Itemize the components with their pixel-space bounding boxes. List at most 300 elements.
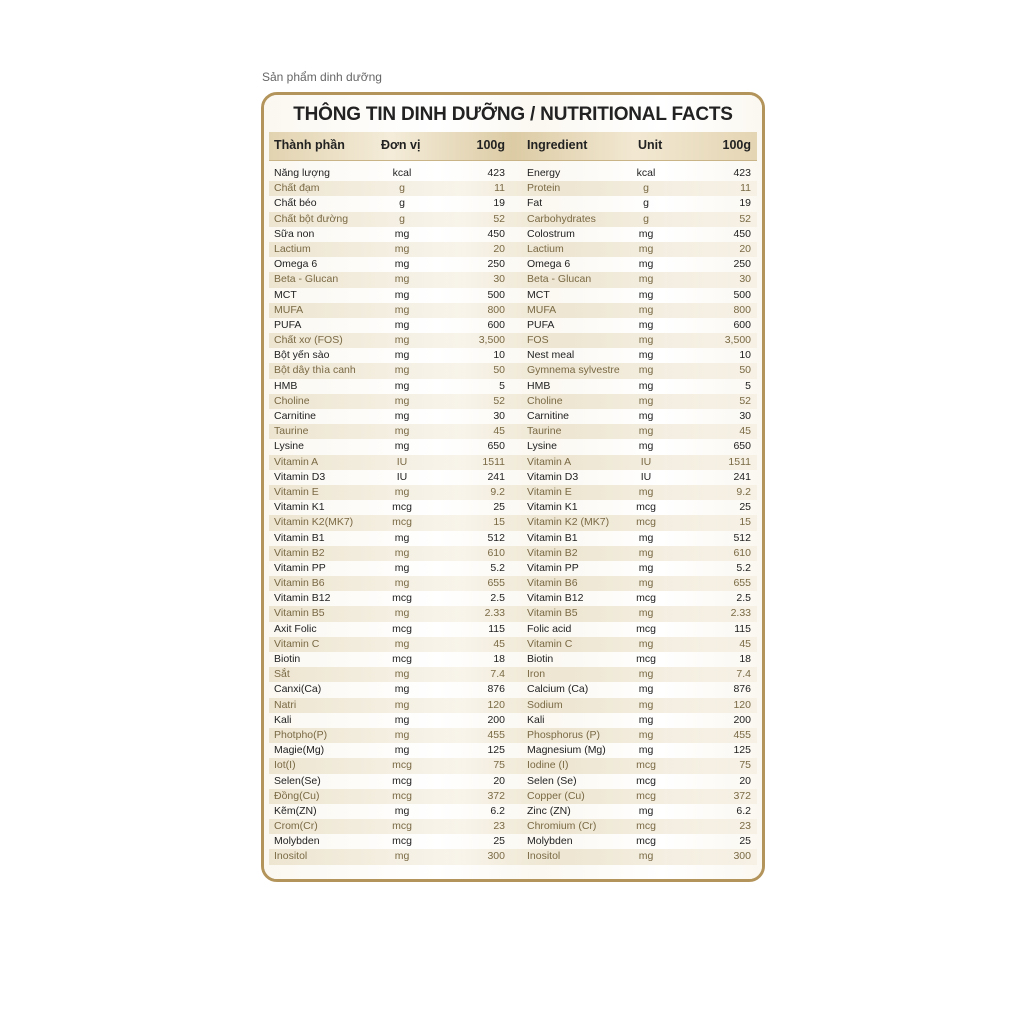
row-vn-ingredient: Chất béo — [274, 197, 317, 210]
table-row — [269, 849, 757, 864]
row-en-ingredient: Vitamin B12 — [527, 592, 584, 605]
row-en-unit: g — [643, 182, 649, 195]
row-en-ingredient: HMB — [527, 379, 551, 392]
row-en-ingredient: Vitamin A — [527, 455, 572, 468]
row-en-unit: mg — [638, 607, 654, 620]
row-en-unit: mg — [638, 698, 654, 711]
nutrition-table-body — [269, 166, 757, 865]
table-row — [269, 379, 757, 394]
row-vn-amount: 120 — [487, 698, 505, 711]
row-en-amount: 512 — [733, 531, 751, 544]
row-vn-ingredient: Inositol — [274, 850, 308, 863]
table-row — [269, 288, 757, 303]
row-en-ingredient: Energy — [527, 167, 561, 179]
table-row — [269, 667, 757, 682]
row-vn-amount: 600 — [487, 318, 505, 331]
row-vn-amount: 7.4 — [490, 668, 505, 681]
table-row — [269, 333, 757, 348]
header-en-ingredient: Ingredient — [527, 138, 588, 152]
header-vn-amount: 100g — [476, 138, 505, 152]
row-vn-amount: 372 — [487, 789, 505, 802]
table-row — [269, 303, 757, 318]
row-en-unit: mg — [638, 364, 654, 377]
table-row — [269, 804, 757, 819]
row-en-ingredient: Chromium (Cr) — [527, 820, 597, 833]
row-vn-unit: IU — [396, 470, 408, 483]
row-vn-ingredient: Chất bột đường — [274, 212, 349, 225]
row-vn-amount: 1511 — [482, 455, 505, 468]
table-row — [269, 531, 757, 546]
row-en-amount: 52 — [739, 394, 751, 407]
row-en-unit: mg — [638, 485, 654, 498]
row-vn-unit: mcg — [392, 774, 412, 787]
row-vn-amount: 125 — [487, 744, 505, 757]
table-row — [269, 470, 757, 485]
row-en-ingredient: FOS — [527, 334, 549, 347]
row-en-ingredient: Folic acid — [527, 622, 572, 635]
row-vn-unit: mg — [394, 242, 410, 255]
row-en-amount: 250 — [733, 258, 751, 271]
row-en-unit: IU — [640, 455, 652, 468]
row-en-unit: mcg — [636, 789, 656, 802]
row-vn-unit: mg — [394, 728, 410, 741]
table-row — [269, 318, 757, 333]
row-en-unit: mg — [638, 273, 654, 286]
row-en-ingredient: Lactium — [527, 242, 564, 255]
table-row — [269, 698, 757, 713]
row-vn-ingredient: Vitamin K1 — [274, 501, 325, 514]
row-vn-unit: mg — [394, 668, 410, 681]
row-vn-unit: mcg — [392, 516, 412, 529]
row-en-unit: mg — [638, 561, 654, 574]
row-vn-ingredient: Vitamin E — [274, 485, 319, 498]
row-en-unit: mg — [638, 303, 654, 316]
row-en-unit: mcg — [636, 622, 656, 635]
row-en-amount: 15 — [739, 516, 751, 529]
product-caption: Sản phẩm dinh dưỡng — [262, 70, 382, 84]
row-vn-unit: g — [399, 197, 405, 210]
row-vn-amount: 52 — [493, 394, 505, 407]
row-en-amount: 9.2 — [736, 485, 751, 498]
row-en-amount: 5.2 — [736, 561, 751, 574]
row-vn-amount: 3,500 — [478, 334, 505, 347]
row-en-unit: mcg — [636, 516, 656, 529]
nutrition-facts-panel — [261, 92, 765, 882]
row-en-ingredient: MCT — [527, 288, 550, 301]
row-en-unit: mcg — [636, 774, 656, 787]
table-row — [269, 774, 757, 789]
row-vn-unit: kcal — [392, 167, 412, 179]
row-vn-amount: 30 — [493, 273, 505, 286]
row-en-ingredient: Vitamin E — [527, 485, 572, 498]
row-vn-ingredient: Kẽm(ZN) — [274, 804, 317, 817]
panel-title: THÔNG TIN DINH DƯỠNG / NUTRITIONAL FACTS — [293, 104, 733, 125]
row-vn-unit: mg — [394, 273, 410, 286]
row-vn-unit: mcg — [392, 501, 412, 514]
row-en-amount: 600 — [733, 318, 751, 331]
row-vn-ingredient: Lactium — [274, 242, 311, 255]
row-en-unit: g — [643, 212, 649, 225]
row-vn-amount: 30 — [493, 410, 505, 422]
row-vn-amount: 45 — [493, 637, 505, 650]
row-vn-ingredient: Crom(Cr) — [274, 820, 318, 833]
row-en-unit: mg — [638, 425, 654, 438]
table-row — [269, 713, 757, 728]
row-vn-amount: 250 — [487, 258, 505, 271]
row-vn-ingredient: Photpho(P) — [274, 728, 328, 741]
row-vn-ingredient: Bột yến sào — [274, 349, 330, 362]
row-vn-ingredient: Axit Folic — [274, 622, 317, 635]
row-en-ingredient: Omega 6 — [527, 258, 571, 271]
table-row — [269, 212, 757, 227]
table-row — [269, 196, 757, 211]
table-row — [269, 561, 757, 576]
row-en-ingredient: Inositol — [527, 850, 561, 863]
table-row — [269, 682, 757, 697]
row-vn-unit: g — [399, 182, 405, 195]
row-en-amount: 372 — [733, 789, 751, 802]
row-vn-ingredient: Đồng(Cu) — [274, 789, 320, 802]
table-row — [269, 728, 757, 743]
row-en-amount: 19 — [739, 197, 751, 210]
row-en-unit: g — [643, 197, 649, 210]
table-row — [269, 348, 757, 363]
row-vn-ingredient: Vitamin B12 — [274, 592, 331, 605]
table-row — [269, 485, 757, 500]
table-row — [269, 622, 757, 637]
table-row — [269, 439, 757, 454]
table-row — [269, 257, 757, 272]
row-en-ingredient: Carbohydrates — [527, 212, 596, 225]
row-en-unit: mg — [638, 668, 654, 681]
row-en-amount: 30 — [739, 273, 751, 286]
row-vn-unit: mcg — [392, 835, 412, 848]
row-vn-amount: 500 — [487, 288, 505, 301]
row-vn-unit: mg — [394, 850, 410, 863]
row-en-amount: 120 — [733, 698, 751, 711]
row-vn-unit: mg — [394, 334, 410, 347]
row-en-ingredient: Vitamin K2 (MK7) — [527, 516, 610, 529]
header-en-unit: Unit — [638, 138, 663, 152]
row-en-unit: mg — [638, 318, 654, 331]
row-vn-unit: mg — [394, 607, 410, 620]
table-row — [269, 834, 757, 849]
row-en-unit: mg — [638, 728, 654, 741]
row-en-amount: 6.2 — [736, 804, 751, 817]
row-en-amount: 241 — [733, 470, 751, 483]
row-vn-unit: mg — [394, 713, 410, 726]
table-row — [269, 637, 757, 652]
row-en-unit: mcg — [636, 759, 656, 772]
row-vn-unit: mcg — [392, 789, 412, 802]
row-vn-unit: mg — [394, 637, 410, 650]
row-vn-unit: mcg — [392, 820, 412, 833]
row-en-amount: 11 — [740, 182, 751, 195]
row-vn-ingredient: Vitamin B5 — [274, 607, 325, 620]
row-en-unit: mg — [638, 410, 654, 422]
row-vn-ingredient: Chất đạm — [274, 182, 320, 195]
row-vn-unit: mg — [394, 258, 410, 271]
row-en-unit: mg — [638, 804, 654, 817]
row-vn-unit: mg — [394, 744, 410, 757]
row-en-ingredient: Lysine — [527, 440, 557, 453]
table-row — [269, 424, 757, 439]
row-en-ingredient: Magnesium (Mg) — [527, 744, 606, 757]
row-en-ingredient: Vitamin B2 — [527, 546, 578, 559]
row-vn-amount: 75 — [493, 759, 505, 772]
row-vn-ingredient: Sữa non — [274, 227, 315, 240]
row-en-amount: 655 — [733, 577, 751, 590]
row-en-ingredient: Vitamin D3 — [527, 470, 579, 483]
row-en-amount: 45 — [739, 637, 751, 650]
row-en-amount: 650 — [733, 440, 751, 453]
row-en-ingredient: MUFA — [527, 303, 557, 316]
row-en-amount: 125 — [733, 744, 751, 757]
row-en-amount: 876 — [733, 683, 751, 696]
header-vn-ingredient: Thành phần — [274, 138, 345, 152]
row-en-ingredient: Fat — [527, 197, 543, 210]
row-en-unit: mcg — [636, 592, 656, 605]
row-vn-amount: 45 — [493, 425, 505, 438]
row-en-unit: mcg — [636, 501, 656, 514]
row-en-amount: 455 — [733, 728, 751, 741]
row-en-unit: mg — [638, 394, 654, 407]
row-en-unit: mg — [638, 288, 654, 301]
row-vn-amount: 52 — [493, 212, 505, 225]
row-en-ingredient: Vitamin PP — [527, 561, 579, 574]
row-vn-unit: mcg — [392, 759, 412, 772]
row-vn-ingredient: Vitamin B2 — [274, 546, 325, 559]
table-row — [269, 652, 757, 667]
row-en-amount: 25 — [739, 501, 751, 514]
row-vn-unit: mg — [394, 288, 410, 301]
row-en-amount: 10 — [739, 349, 751, 362]
row-en-amount: 20 — [739, 774, 751, 787]
row-en-ingredient: Choline — [527, 394, 563, 407]
row-en-amount: 50 — [739, 364, 751, 377]
row-vn-amount: 18 — [493, 653, 505, 665]
row-vn-unit: mg — [394, 410, 410, 422]
row-vn-ingredient: Bột dây thìa canh — [274, 364, 356, 377]
row-en-ingredient: Calcium (Ca) — [527, 683, 589, 696]
row-vn-ingredient: Vitamin B1 — [274, 531, 325, 544]
row-vn-amount: 5 — [499, 379, 505, 392]
row-vn-amount: 655 — [487, 577, 505, 590]
row-en-amount: 75 — [739, 759, 751, 772]
row-vn-unit: mg — [394, 349, 410, 362]
row-vn-amount: 650 — [487, 440, 505, 453]
table-row — [269, 166, 757, 181]
row-vn-unit: mcg — [392, 592, 412, 605]
row-en-ingredient: Taurine — [527, 425, 562, 438]
row-vn-ingredient: Choline — [274, 394, 310, 407]
table-row — [269, 546, 757, 561]
row-vn-unit: mg — [394, 546, 410, 559]
row-en-ingredient: Selen (Se) — [527, 774, 577, 787]
row-vn-unit: mcg — [392, 653, 412, 665]
row-en-unit: mg — [638, 258, 654, 271]
row-en-ingredient: Molybden — [527, 835, 573, 848]
row-vn-ingredient: Canxi(Ca) — [274, 683, 322, 696]
row-en-unit: kcal — [636, 167, 656, 179]
row-en-ingredient: Vitamin B6 — [527, 577, 578, 590]
row-vn-unit: mg — [394, 318, 410, 331]
row-vn-ingredient: Magie(Mg) — [274, 744, 325, 757]
table-row — [269, 227, 757, 242]
row-en-amount: 610 — [733, 546, 751, 559]
row-en-ingredient: Vitamin K1 — [527, 501, 578, 514]
row-en-ingredient: Sodium — [527, 698, 563, 711]
row-vn-ingredient: Vitamin C — [274, 637, 320, 650]
row-vn-unit: mg — [394, 394, 410, 407]
row-vn-unit: mcg — [392, 622, 412, 635]
row-vn-amount: 512 — [487, 531, 505, 544]
row-vn-ingredient: Biotin — [274, 653, 301, 665]
row-vn-ingredient: Selen(Se) — [274, 774, 321, 787]
row-en-ingredient: Vitamin C — [527, 637, 573, 650]
row-vn-amount: 50 — [493, 364, 505, 377]
row-vn-ingredient: Sắt — [274, 668, 290, 681]
row-en-unit: mg — [638, 334, 654, 347]
row-en-unit: mg — [638, 440, 654, 453]
row-vn-amount: 10 — [493, 349, 505, 362]
row-vn-unit: mg — [394, 683, 410, 696]
row-en-unit: mg — [638, 349, 654, 362]
table-row — [269, 515, 757, 530]
row-en-ingredient: Gymnema sylvestre — [527, 364, 620, 377]
row-en-amount: 115 — [734, 622, 751, 635]
table-row — [269, 576, 757, 591]
row-en-ingredient: Iodine (I) — [527, 759, 569, 772]
row-vn-amount: 2.5 — [490, 592, 505, 605]
row-vn-unit: g — [399, 212, 405, 225]
row-vn-amount: 20 — [493, 242, 505, 255]
row-vn-ingredient: Taurine — [274, 425, 309, 438]
row-vn-unit: mg — [394, 227, 410, 240]
row-en-unit: mg — [638, 546, 654, 559]
row-vn-amount: 23 — [493, 820, 505, 833]
row-en-amount: 30 — [739, 410, 751, 422]
row-en-ingredient: Biotin — [527, 653, 554, 665]
row-vn-ingredient: Năng lượng — [274, 167, 330, 179]
row-vn-ingredient: PUFA — [274, 318, 302, 331]
row-en-ingredient: Vitamin B1 — [527, 531, 578, 544]
row-en-unit: mcg — [636, 820, 656, 833]
table-row — [269, 591, 757, 606]
row-vn-amount: 300 — [487, 850, 505, 863]
row-vn-ingredient: Beta - Glucan — [274, 273, 339, 286]
row-en-amount: 52 — [739, 212, 751, 225]
row-vn-unit: mg — [394, 577, 410, 590]
row-vn-ingredient: Vitamin A — [274, 455, 319, 468]
row-vn-ingredient: Kali — [274, 713, 292, 726]
row-vn-amount: 455 — [487, 728, 505, 741]
row-en-amount: 3,500 — [724, 334, 751, 347]
row-vn-ingredient: Carnitine — [274, 410, 317, 422]
row-vn-unit: mg — [394, 379, 410, 392]
row-vn-ingredient: Vitamin K2(MK7) — [274, 516, 354, 529]
row-vn-unit: mg — [394, 440, 410, 453]
row-en-amount: 7.4 — [736, 668, 751, 681]
row-en-ingredient: Phosphorus (P) — [527, 728, 600, 741]
table-row — [269, 819, 757, 834]
row-en-amount: 5 — [745, 379, 751, 392]
row-en-amount: 25 — [739, 835, 751, 848]
row-vn-amount: 9.2 — [490, 485, 505, 498]
row-en-unit: mg — [638, 637, 654, 650]
row-vn-ingredient: HMB — [274, 379, 298, 392]
row-en-amount: 1511 — [728, 455, 751, 468]
row-en-amount: 20 — [739, 242, 751, 255]
row-vn-amount: 200 — [487, 713, 505, 726]
table-row — [269, 394, 757, 409]
row-en-unit: mg — [638, 531, 654, 544]
row-vn-ingredient: Vitamin B6 — [274, 577, 325, 590]
row-vn-unit: mg — [394, 698, 410, 711]
row-vn-amount: 25 — [493, 501, 505, 514]
table-row — [269, 363, 757, 378]
row-en-unit: mg — [638, 379, 654, 392]
row-en-amount: 200 — [733, 713, 751, 726]
row-vn-amount: 11 — [494, 182, 505, 195]
row-vn-amount: 800 — [487, 303, 505, 316]
row-en-ingredient: Iron — [527, 668, 546, 681]
row-vn-ingredient: MUFA — [274, 303, 304, 316]
row-vn-ingredient: Vitamin D3 — [274, 470, 326, 483]
table-row — [269, 181, 757, 196]
row-en-amount: 2.33 — [730, 607, 751, 620]
table-header — [269, 132, 757, 161]
row-en-unit: mcg — [636, 653, 656, 665]
row-vn-ingredient: Lysine — [274, 440, 304, 453]
row-en-unit: mg — [638, 227, 654, 240]
row-en-ingredient: Beta - Glucan — [527, 273, 592, 286]
row-vn-unit: mg — [394, 303, 410, 316]
table-row — [269, 409, 757, 424]
table-row — [269, 743, 757, 758]
row-vn-ingredient: Omega 6 — [274, 258, 318, 271]
row-vn-unit: IU — [396, 455, 408, 468]
row-vn-amount: 241 — [487, 470, 505, 483]
row-en-ingredient: PUFA — [527, 318, 555, 331]
row-en-ingredient: Nest meal — [527, 349, 575, 362]
row-en-ingredient: Colostrum — [527, 227, 575, 240]
row-vn-ingredient: Molybden — [274, 835, 320, 848]
row-vn-unit: mg — [394, 561, 410, 574]
row-vn-unit: mg — [394, 364, 410, 377]
row-en-unit: mg — [638, 850, 654, 863]
row-vn-amount: 15 — [493, 516, 505, 529]
row-vn-amount: 876 — [487, 683, 505, 696]
row-en-amount: 45 — [739, 425, 751, 438]
row-vn-amount: 20 — [493, 774, 505, 787]
row-en-amount: 800 — [733, 303, 751, 316]
row-vn-ingredient: MCT — [274, 288, 297, 301]
row-en-unit: mg — [638, 242, 654, 255]
row-vn-amount: 450 — [487, 227, 505, 240]
row-vn-amount: 115 — [488, 622, 505, 635]
row-vn-unit: mg — [394, 425, 410, 438]
row-en-ingredient: Vitamin B5 — [527, 607, 578, 620]
table-row — [269, 606, 757, 621]
row-en-amount: 300 — [733, 850, 751, 863]
table-row — [269, 789, 757, 804]
row-en-ingredient: Zinc (ZN) — [527, 804, 571, 817]
row-en-amount: 2.5 — [736, 592, 751, 605]
row-en-ingredient: Kali — [527, 713, 545, 726]
row-en-ingredient: Copper (Cu) — [527, 789, 585, 802]
row-en-amount: 423 — [733, 167, 751, 179]
